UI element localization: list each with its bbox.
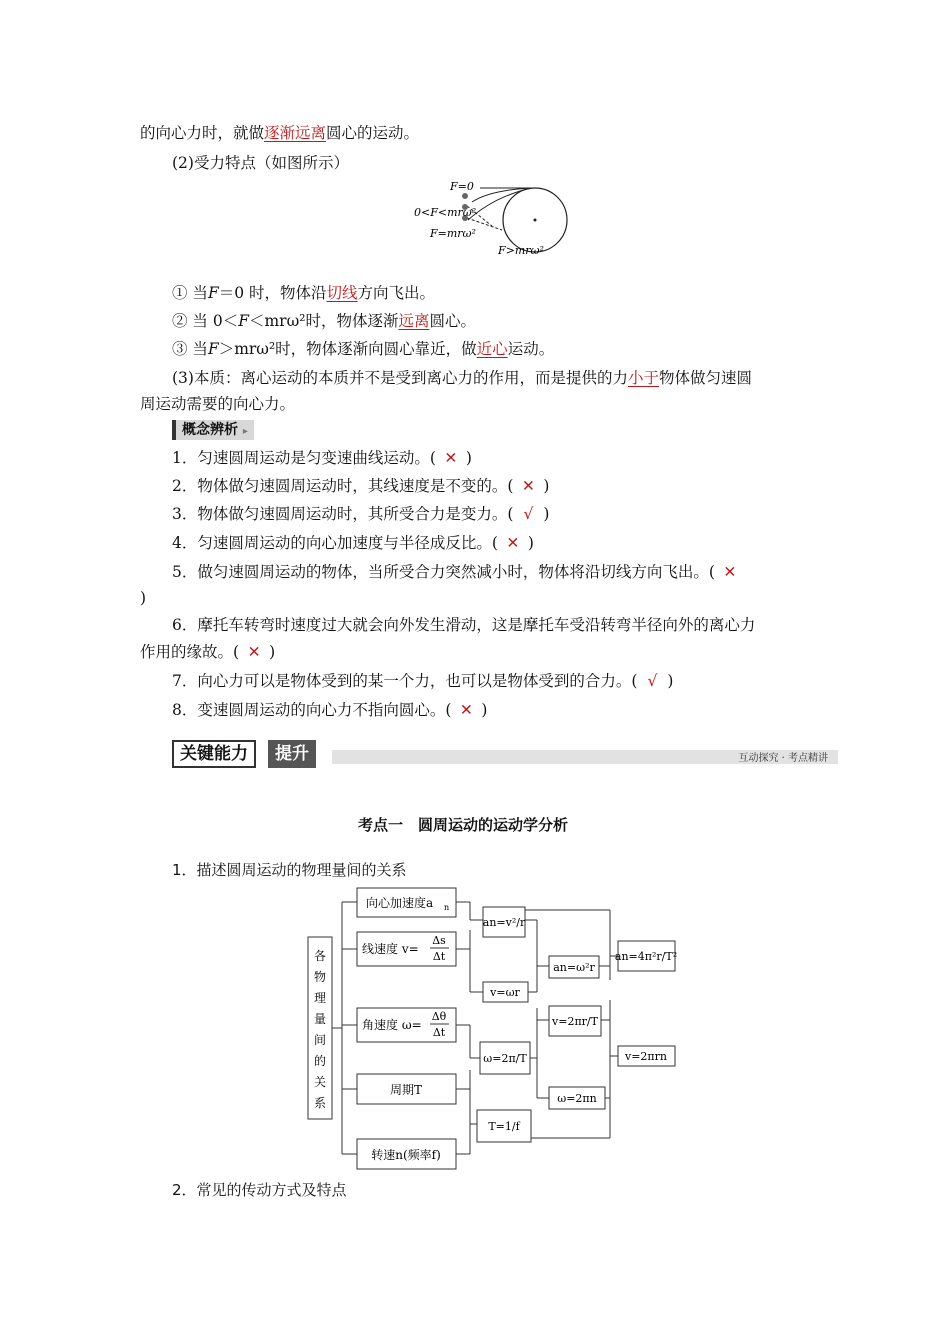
svg-text:ω=2π/T: ω=2π/T bbox=[483, 1052, 527, 1065]
subheading-force: (2)受力特点（如图所示） bbox=[172, 154, 349, 172]
svg-text:v=2πrn: v=2πrn bbox=[624, 1050, 668, 1063]
svg-text:v=2πr/T: v=2πr/T bbox=[552, 1015, 598, 1028]
item-2-heading: 2．常见的传动方式及特点 bbox=[172, 1181, 347, 1199]
concept-item-5: 5．做匀速圆周运动的物体，当所受合力突然减小时，物体将沿切线方向飞出。( ✕ bbox=[172, 561, 745, 583]
concept-item-8: 8．变速圆周运动的向心力不指向圆心。( ✕ ) bbox=[172, 701, 488, 719]
concept-item-1: 1．匀速圆周运动是匀变速曲线运动。( ✕ ) bbox=[172, 449, 472, 467]
label-gt: F>mrω² bbox=[498, 244, 544, 257]
concept-item-7: 7．向心力可以是物体受到的某一个力，也可以是物体受到的合力。( √ ) bbox=[172, 672, 674, 690]
svg-text:an=ω²r: an=ω²r bbox=[553, 961, 595, 974]
svg-text:Δt: Δt bbox=[432, 1026, 446, 1039]
answer-mark: √ bbox=[523, 505, 534, 523]
relation-diagram bbox=[300, 880, 690, 1175]
svg-text:ω=2πn: ω=2πn bbox=[557, 1092, 597, 1105]
concept-tag: 概念辨析 ▸ bbox=[172, 420, 254, 440]
point-1 bbox=[462, 193, 468, 199]
svg-text:量: 量 bbox=[313, 1012, 327, 1026]
essence-line: (3)本质：离心运动的本质并不是受到离心力的作用，而是提供的力小于物体做匀速圆 bbox=[172, 369, 752, 387]
svg-text:线速度 v=: 线速度 v= bbox=[362, 942, 419, 956]
essence-cont: 周运动需要的向心力。 bbox=[140, 395, 296, 413]
root-box bbox=[308, 937, 332, 1119]
answer-mark: ✕ bbox=[506, 534, 520, 552]
concept-item-6: 6．摩托车转弯时速度过大就会向外发生滑动，这是摩托车受沿转弯半径向外的离心力 bbox=[172, 616, 756, 634]
answer-blank: 远离 bbox=[398, 312, 430, 330]
text-post: 圆心的运动。 bbox=[326, 124, 420, 142]
banner-subtitle: 互动探究 · 考点精讲 bbox=[738, 753, 828, 764]
svg-text:an=v²/r: an=v²/r bbox=[482, 916, 526, 929]
force-diagram bbox=[410, 176, 580, 276]
concept-item-3: 3．物体做匀速圆周运动时，其所受合力是变力。( √ ) bbox=[172, 505, 550, 523]
answer-mark: ✕ bbox=[459, 701, 473, 719]
svg-text:周期T: 周期T bbox=[389, 1083, 423, 1097]
case-3: ③ 当F＞mrω²时，物体逐渐向圆心靠近，做近心运动。 bbox=[172, 340, 555, 358]
concept-item-5-close: ) bbox=[140, 589, 147, 607]
svg-text:Δθ: Δθ bbox=[431, 1010, 447, 1023]
svg-text:v=ωr: v=ωr bbox=[490, 986, 520, 999]
svg-text:角速度 ω=: 角速度 ω= bbox=[362, 1018, 422, 1032]
svg-text:n: n bbox=[444, 903, 450, 912]
svg-text:向心加速度a: 向心加速度a bbox=[366, 896, 434, 910]
svg-text:T=1/f: T=1/f bbox=[488, 1120, 520, 1133]
answer-mark: ✕ bbox=[247, 643, 261, 661]
case-1: ① 当F＝0 时，物体沿切线方向飞出。 bbox=[172, 284, 436, 302]
concept-item-4: 4．匀速圆周运动的向心加速度与半径成反比。( ✕ ) bbox=[172, 534, 534, 552]
svg-text:Δt: Δt bbox=[432, 950, 446, 963]
answer-blank: 小于 bbox=[627, 369, 659, 387]
svg-text:关: 关 bbox=[313, 1075, 327, 1089]
svg-text:理: 理 bbox=[313, 991, 327, 1005]
svg-text:系: 系 bbox=[313, 1096, 327, 1110]
concept-item-6-cont: 作用的缘故。( ✕ ) bbox=[140, 643, 276, 661]
section-banner bbox=[172, 738, 838, 770]
case-2: ② 当 0＜F＜mrω²时，物体逐渐远离圆心。 bbox=[172, 312, 476, 330]
intro-line bbox=[140, 122, 419, 144]
center-dot bbox=[534, 219, 537, 222]
banner-title: 关键能力 bbox=[172, 740, 256, 768]
answer-blank: 逐渐远离 bbox=[264, 124, 327, 142]
answer-mark: ✕ bbox=[723, 563, 737, 581]
svg-text:间: 间 bbox=[313, 1033, 327, 1047]
svg-text:Δs: Δs bbox=[432, 934, 446, 947]
answer-blank: 切线 bbox=[326, 284, 358, 302]
banner-highlight: 提升 bbox=[268, 740, 316, 768]
svg-text:的: 的 bbox=[313, 1054, 327, 1068]
label-f0: F=0 bbox=[450, 180, 474, 193]
answer-blank: 近心 bbox=[476, 340, 508, 358]
answer-mark: √ bbox=[647, 672, 658, 690]
svg-text:物: 物 bbox=[313, 970, 327, 984]
text-pre: 的向心力时，就做 bbox=[140, 124, 265, 142]
svg-text:各: 各 bbox=[313, 949, 327, 963]
concept-item-2: 2．物体做匀速圆周运动时，其线速度是不变的。( ✕ ) bbox=[172, 477, 550, 495]
label-mid: 0<F<mrω² bbox=[414, 206, 477, 219]
answer-mark: ✕ bbox=[444, 449, 458, 467]
path-eq bbox=[468, 188, 532, 220]
svg-text:an=4π²r/T²: an=4π²r/T² bbox=[614, 950, 678, 963]
section-title: 考点一 圆周运动的运动学分析 bbox=[358, 816, 569, 834]
answer-mark: ✕ bbox=[521, 477, 535, 495]
svg-text:转速n(频率f): 转速n(频率f) bbox=[371, 1148, 441, 1162]
item-1-heading: 1．描述圆周运动的物理量间的关系 bbox=[172, 861, 407, 879]
label-eq: F=mrω² bbox=[430, 227, 476, 240]
